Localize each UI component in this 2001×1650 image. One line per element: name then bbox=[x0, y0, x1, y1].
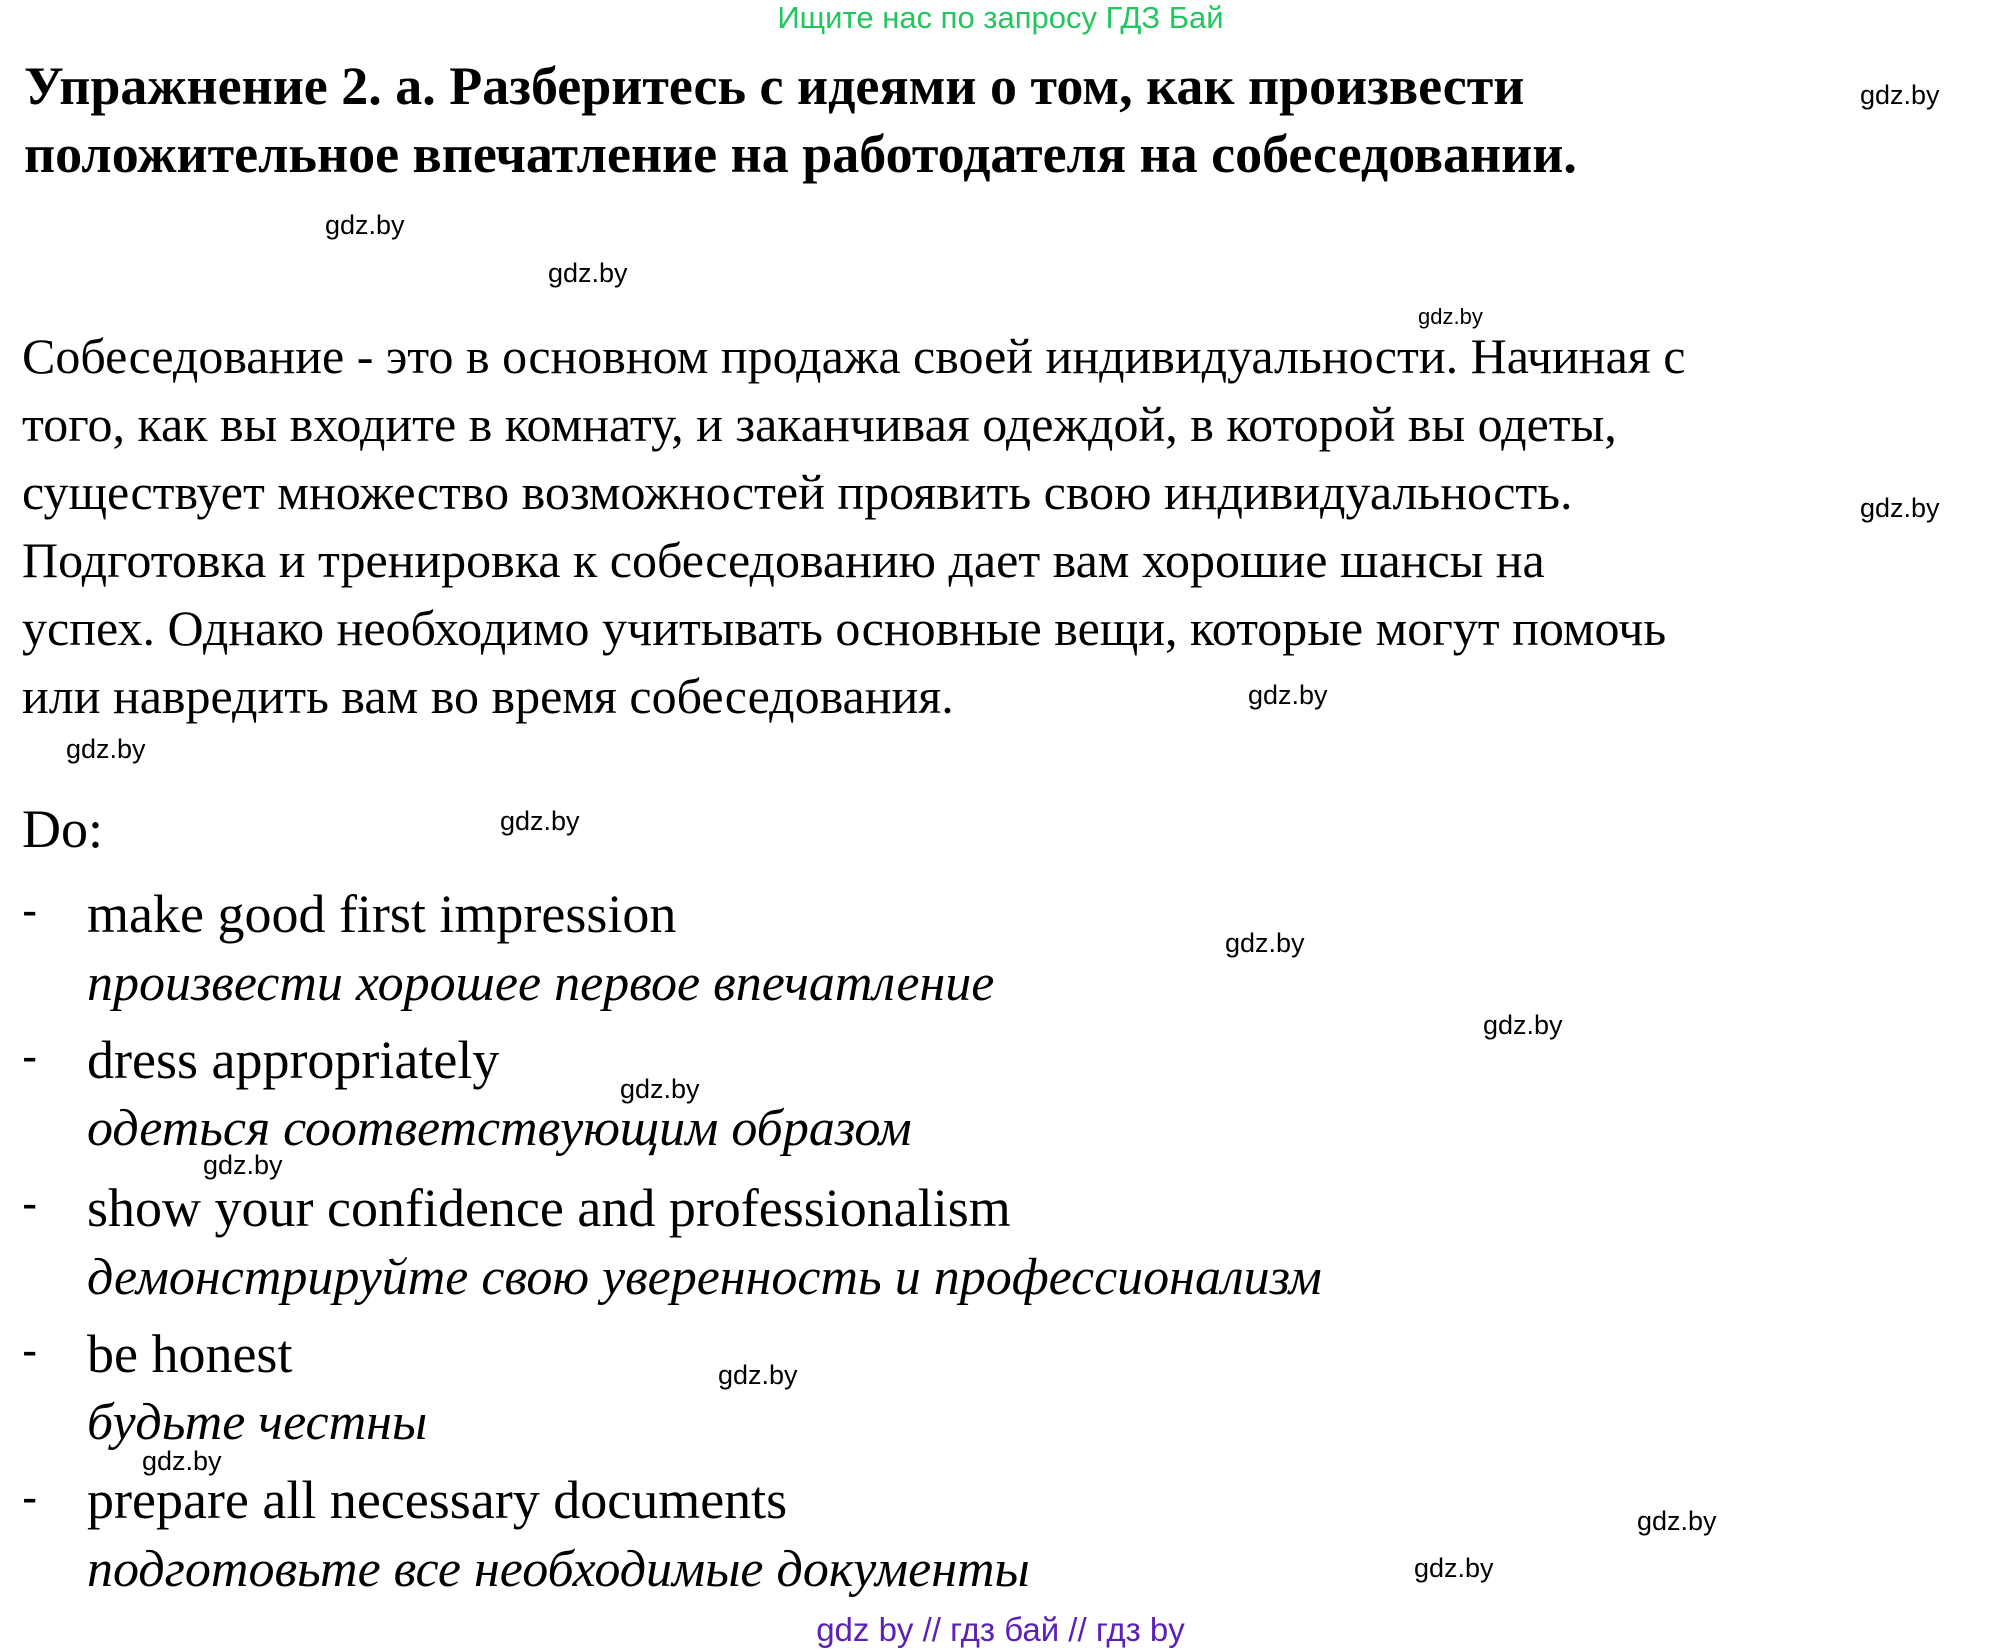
list-item-en: dress appropriately bbox=[87, 1030, 500, 1090]
title-line: положительное впечатление на работодателя на собеседовании. bbox=[24, 124, 1577, 184]
list-item-en: make good first impression bbox=[87, 884, 677, 944]
intro-line: Подготовка и тренировка к собеседованию дает вам хорошие шансы на bbox=[22, 532, 1545, 588]
title-line: Упражнение 2. а. Разберитесь с идеями о том, как произвести bbox=[24, 56, 1525, 116]
watermark: gdz.by bbox=[718, 1360, 798, 1390]
intro-line: Собеседование - это в основном продажа своей индивидуальности. Начиная с bbox=[22, 328, 1686, 384]
list-item-ru: подготовьте все необходимые документы bbox=[87, 1541, 1030, 1598]
do-label: Do: bbox=[22, 799, 103, 859]
exercise-title bbox=[24, 52, 1804, 188]
watermark: gdz.by bbox=[620, 1074, 700, 1104]
intro-line: или навредить вам во время собеседования. bbox=[22, 668, 954, 724]
watermark: gdz.by bbox=[1418, 304, 1483, 329]
watermark: gdz.by bbox=[203, 1150, 283, 1180]
list-dash: - bbox=[22, 1324, 38, 1376]
watermark: gdz.by bbox=[1637, 1506, 1717, 1536]
list-dash: - bbox=[22, 884, 38, 936]
intro-line: существует множество возможностей проявить свою индивидуальность. bbox=[22, 464, 1573, 520]
list-dash: - bbox=[22, 1177, 38, 1229]
watermark: gdz.by bbox=[500, 806, 580, 836]
list-dash: - bbox=[22, 1471, 38, 1523]
list-item-ru: демонстрируйте свою уверенность и профессионализм bbox=[87, 1249, 1322, 1306]
watermark: gdz.by bbox=[325, 210, 405, 240]
footer-links: gdz by // гдз бай // гдз by bbox=[816, 1611, 1185, 1648]
list-item-ru: будьте честны bbox=[87, 1394, 428, 1451]
watermark: gdz.by bbox=[1414, 1553, 1494, 1583]
intro-line: успех. Однако необходимо учитывать основные вещи, которые могут помочь bbox=[22, 600, 1667, 656]
watermark: gdz.by bbox=[1248, 680, 1328, 710]
list-item-ru: произвести хорошее первое впечатление bbox=[87, 955, 995, 1012]
watermark: gdz.by bbox=[1225, 928, 1305, 958]
watermark: gdz.by bbox=[1483, 1010, 1563, 1040]
list-item-ru: одеться соответствующим образом bbox=[87, 1100, 912, 1157]
intro-paragraph bbox=[22, 322, 1982, 730]
watermark: gdz.by bbox=[142, 1446, 222, 1476]
watermark: gdz.by bbox=[548, 258, 628, 288]
watermark: gdz.by bbox=[1860, 493, 1940, 523]
intro-line: того, как вы входите в комнату, и заканчивая одеждой, в которой вы одеты, bbox=[22, 396, 1617, 452]
list-item-en: show your confidence and professionalism bbox=[87, 1178, 1011, 1238]
watermark: gdz.by bbox=[66, 734, 146, 764]
watermark: gdz.by bbox=[1860, 80, 1940, 110]
list-item-en: be honest bbox=[87, 1324, 293, 1384]
list-dash: - bbox=[22, 1030, 38, 1082]
top-banner: Ищите нас по запросу ГДЗ Бай bbox=[777, 0, 1224, 35]
list-item-en: prepare all necessary documents bbox=[87, 1470, 788, 1530]
